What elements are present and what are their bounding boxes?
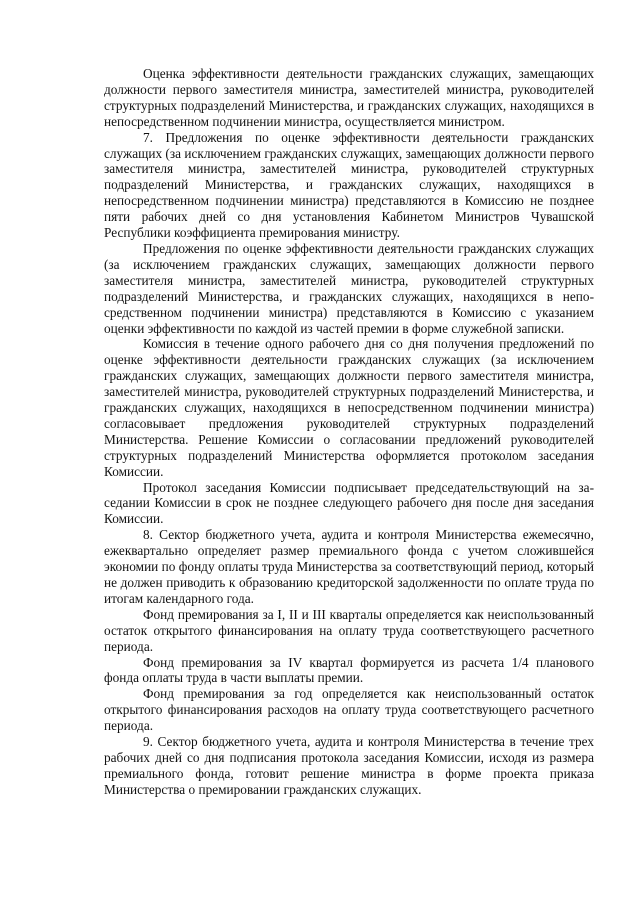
document-page [104, 66, 594, 798]
paragraph-commission-approval: Комиссия в течение одного рабочего дня со дня получения предложений по оценке эффективности деятельности гражданских служащих (за исключением гражданских служащих, замещающих должности первого заместителя министра, заместителей министра, руководителей структурных подразделений Министерства, и гражданских служащих, находящихся в непосредственном подчинении министра) согласовывает предложения руководителей структурных подразделений Министерства. Решение Комиссии о согласовании предложений руководителей структурных подразделений Министерства оформляется протоколом заседания Комиссии. [104, 336, 594, 479]
paragraph-item-9: 9. Сектор бюджетного учета, аудита и контроля Министерства в течение трех рабочих дней со дня подписания протокола заседания Комиссии, исходя из размера премиального фонда, готовит решение министра в форме проекта приказа Министерства о премировании гражданских служащих. [104, 734, 594, 797]
paragraph-evaluation-by-minister: Оценка эффективности деятельности гражданских служащих, замещающих должности первого заместителя министра, заместителей министра, руководителей структурных подразделений Министерства, и гражданских служащих, находящихся в непосредственном подчинении министра, осуществляется министром. [104, 66, 594, 129]
paragraph-fund-year: Фонд премирования за год определяется как неиспользованный остаток открытого финансирования расходов на оплату труда соответствующего расчетного периода. [104, 686, 594, 734]
paragraph-fund-quarter-4: Фонд премирования за IV квартал формируется из расчета 1/4 планового фонда оплаты труда в части выплаты премии. [104, 654, 594, 686]
paragraph-item-8: 8. Сектор бюджетного учета, аудита и контроля Министерства ежемесячно, ежеквартально определяет размер премиального фонда с учетом сложившейся экономии по фонду оплаты труда Министерства за соответствующий период, который не должен приводить к образованию кредиторской задолженности по оплате труда по итогам календарного года. [104, 527, 594, 606]
paragraph-fund-quarters-1-3: Фонд премирования за I, II и III кварталы определяется как неиспользованный остаток открытого финансирования на оплату труда соответствующего расчетного периода. [104, 606, 594, 654]
paragraph-proposals-memo: Предложения по оценке эффективности деятельности гражданских служащих (за исключением гражданских служащих, замещающих должности первого заместителя министра, заместителей министра, руководителей структурных подразделений Министерства, и гражданских служащих, находящихся в непосредственном подчинении министра) представляются в Комиссию с указанием оценки эффективности по каждой из частей премии в форме служебной записки. [104, 240, 594, 336]
paragraph-item-7: 7. Предложения по оценке эффективности деятельности гражданских служащих (за исключением гражданских служащих, замещающих должности первого заместителя министра, заместителей министра, руководителей структурных подразделений Министерства, и гражданских служащих, находящихся в непосредственном подчинении министра) представляются в Комиссию не позднее пяти рабочих дней со дня установления Кабинетом Министров Чувашской Республики коэффициента премирования министру. [104, 129, 594, 241]
paragraph-protocol-signing: Протокол заседания Комиссии подписывает председательствующий на заседании Комиссии в срок не позднее следующего рабочего дня после дня заседания Комиссии. [104, 479, 594, 527]
